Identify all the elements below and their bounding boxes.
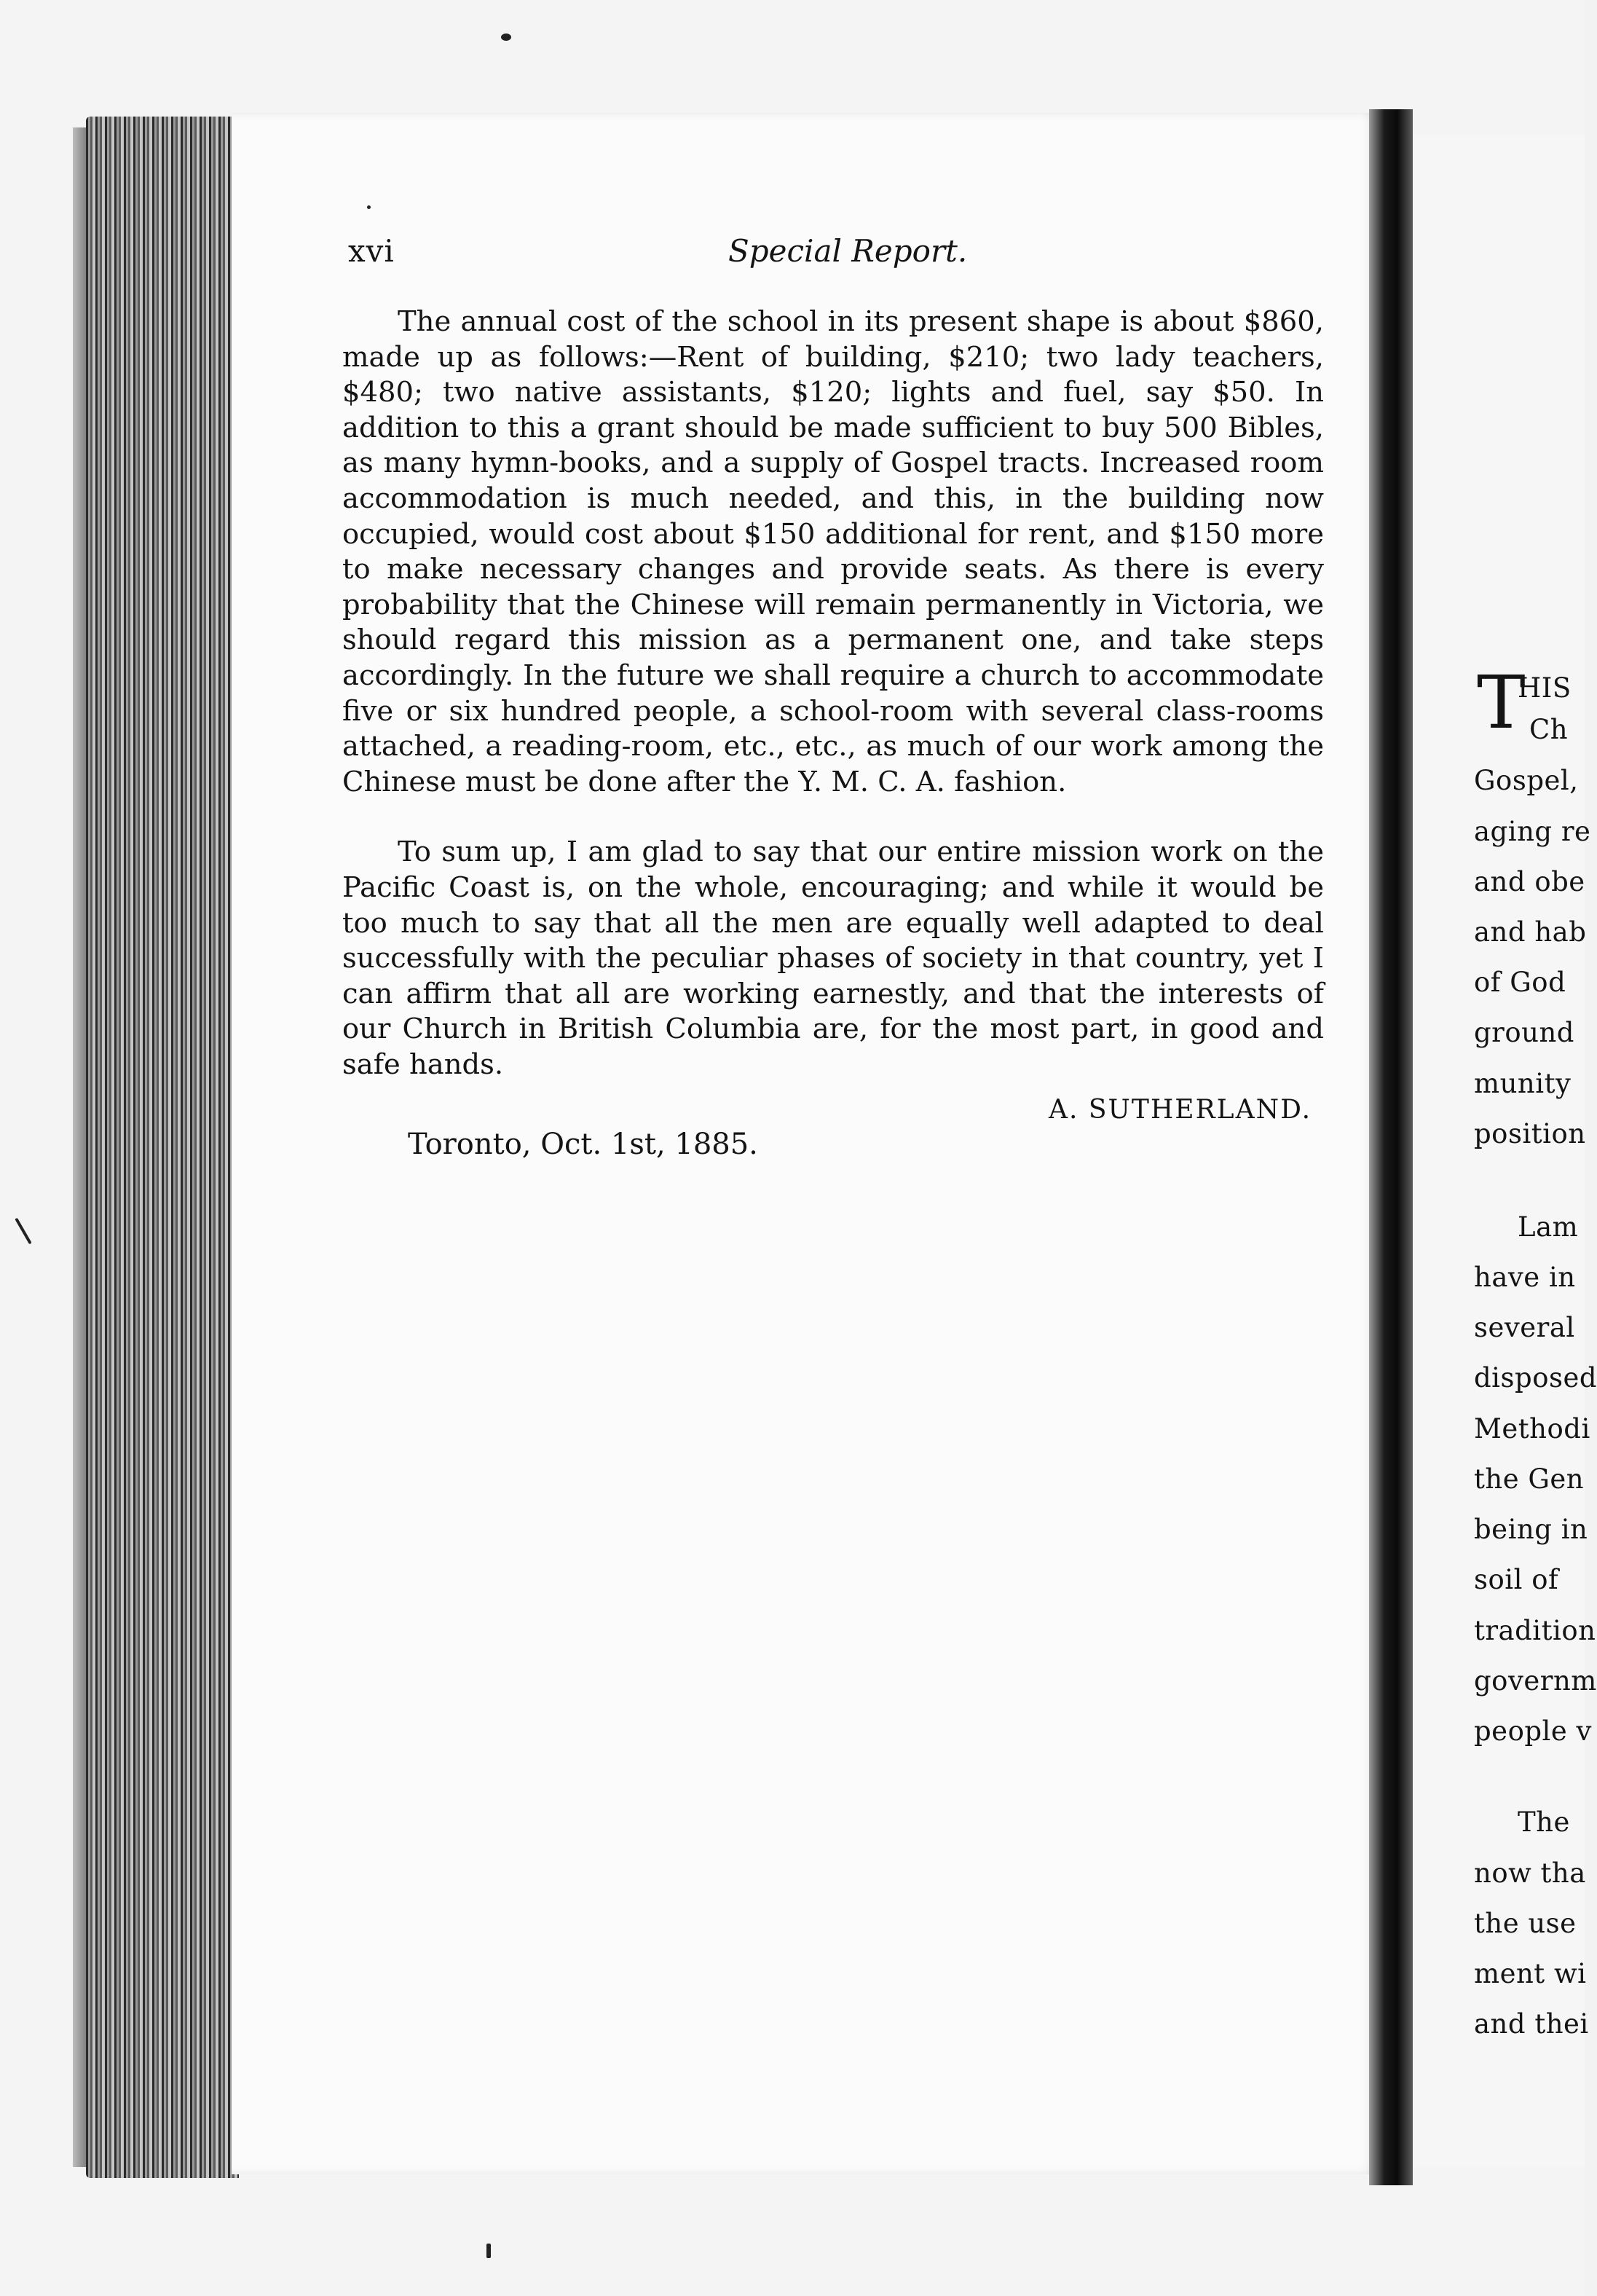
running-title: Special Report. [728,233,968,269]
facing-line: people v [1474,1715,1592,1747]
facing-line: of God [1474,967,1566,998]
facing-line: ment wi [1474,1958,1587,1989]
facing-line: several [1474,1312,1575,1343]
book-gutter [1369,109,1413,2185]
facing-line: being in [1474,1514,1588,1545]
scan-speck [501,34,511,41]
signature: A. SUTHERLAND. [1049,1095,1312,1125]
facing-line: and thei [1474,2008,1589,2040]
facing-line: governm [1474,1665,1597,1697]
facing-line: munity [1474,1068,1572,1099]
facing-line: now tha [1474,1857,1586,1889]
page-number: xvi [348,233,395,269]
facing-line: Lam [1518,1211,1579,1243]
body-text [342,304,1324,1082]
facing-line: The [1518,1806,1570,1838]
facing-line: and obe [1474,866,1585,897]
paragraph-2: To sum up, I am glad to say that our entire mission work on the Pacific Coast is, on the whole, encouraging; and while it would be too much to say that all the men are equally well adapted to deal successfully with the peculiar phases of society in that country, yet I can affirm that all are working earnestly, and that the interests of our Church in British Columbia are, for the most part, in good and safe hands. [342,836,1324,1081]
facing-line: position [1474,1118,1586,1149]
facing-line: aging re [1474,816,1591,847]
facing-line: Gospel, [1474,765,1579,796]
facing-line: disposed [1474,1362,1597,1393]
facing-line: have in [1474,1262,1576,1293]
facing-line: tradition [1474,1615,1596,1646]
page-leaves-edge [86,117,239,2178]
facing-line: Methodi [1474,1413,1590,1444]
facing-line: ground [1474,1017,1574,1048]
facing-line: soil of [1474,1564,1559,1595]
paragraph-1: The annual cost of the school in its present shape is about $860, made up as follows:—Rent of building, $210; two lady teachers, $480; two native assistants, $120; lights and fuel, say $50. In addition to this a grant should be made sufficient to buy 500 Bibles, as many hymn-books, and a supply of Gospel tracts. Increased room accommodation is much needed, and this, in the building now occupied, would cost about $150 additional for rent, and $150 more to make necessary changes and provide seats. As there is every probability that the Chinese will remain permanently in Victoria, we should regard this mission as a permanent one, and take steps accordingly. In the future we shall require a church to accommodate five or six hundred people, a school-room with several class-rooms attached, a reading-room, etc., etc., as much of our work among the Chinese must be done after the Y. M. C. A. fashion. [342,305,1324,798]
facing-line: the Gen [1474,1463,1585,1495]
facing-line: Ch [1529,714,1569,745]
scan-speck [367,205,371,209]
facing-page [1413,135,1597,2167]
facing-dropcap: T [1477,660,1526,745]
facing-line: HIS [1518,672,1572,704]
facing-line: and hab [1474,916,1587,948]
dateline: Toronto, Oct. 1st, 1885. [408,1128,758,1161]
facing-line: the use [1474,1908,1577,1939]
scan-speck [486,2244,491,2258]
